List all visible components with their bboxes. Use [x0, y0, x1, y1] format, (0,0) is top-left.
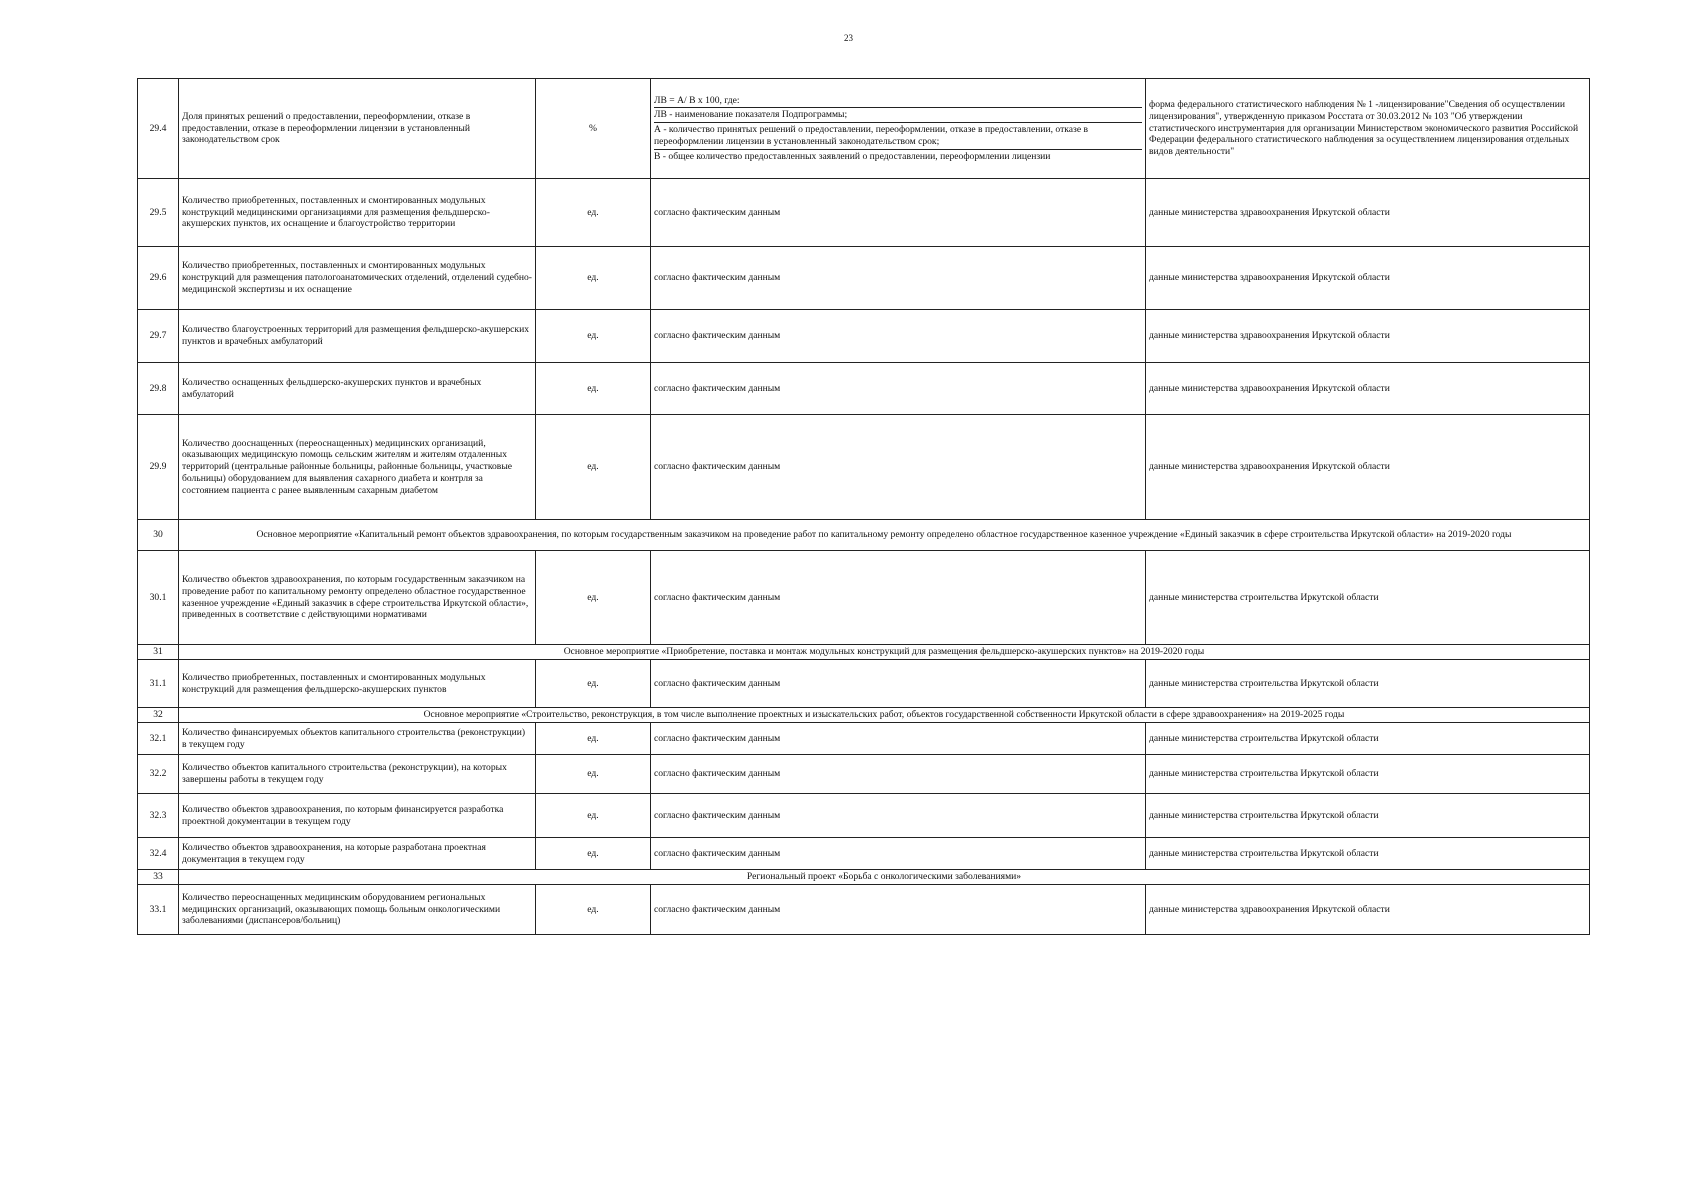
row-number: 33.1	[138, 885, 179, 935]
page-number: 23	[844, 33, 853, 43]
table-row	[138, 794, 1590, 838]
row-number: 29.5	[138, 179, 179, 247]
data-source: данные министерства здравоохранения Иркутской области	[1146, 885, 1590, 935]
table-row	[138, 310, 1590, 363]
calculation-method: согласно фактическим данным	[651, 179, 1146, 247]
row-number: 32.4	[138, 838, 179, 870]
table-row	[138, 885, 1590, 935]
data-source: данные министерства здравоохранения Иркутской области	[1146, 415, 1590, 520]
table-row	[138, 723, 1590, 755]
indicator-name: Количество финансируемых объектов капитального строительства (реконструкции) в текущем году	[179, 723, 536, 755]
data-source: данные министерства строительства Иркутской области	[1146, 755, 1590, 794]
calculation-method: согласно фактическим данным	[651, 310, 1146, 363]
data-source: данные министерства строительства Иркутской области	[1146, 723, 1590, 755]
unit: ед.	[536, 310, 651, 363]
unit: ед.	[536, 660, 651, 708]
unit: %	[536, 79, 651, 179]
unit: ед.	[536, 755, 651, 794]
calculation-method: согласно фактическим данным	[651, 551, 1146, 645]
indicator-name: Количество приобретенных, поставленных и смонтированных модульных конструкций для размещения фельдшерско-акушерских пунктов	[179, 660, 536, 708]
unit: ед.	[536, 363, 651, 415]
indicators-table	[137, 78, 1590, 935]
indicator-name: Количество объектов капитального строительства (реконструкции), на которых завершены работы в текущем году	[179, 755, 536, 794]
row-number: 29.9	[138, 415, 179, 520]
indicator-name: Доля принятых решений о предоставлении, переоформлении, отказе в предоставлении, отказе в переоформлении лицензии в установленный законодательством срок	[179, 79, 536, 179]
data-source: данные министерства здравоохранения Иркутской области	[1146, 247, 1590, 310]
data-source: данные министерства строительства Иркутской области	[1146, 660, 1590, 708]
section-row	[138, 708, 1590, 723]
unit: ед.	[536, 723, 651, 755]
table-row	[138, 415, 1590, 520]
section-row	[138, 870, 1590, 885]
unit: ед.	[536, 885, 651, 935]
table-row	[138, 363, 1590, 415]
indicator-name: Количество оснащенных фельдшерско-акушерских пунктов и врачебных амбулаторий	[179, 363, 536, 415]
row-number: 29.4	[138, 79, 179, 179]
section-row	[138, 645, 1590, 660]
table-row	[138, 660, 1590, 708]
calc-line: ЛВ - наименование показателя Подпрограммы;	[654, 108, 1142, 123]
section-title: Основное мероприятие «Приобретение, поставка и монтаж модульных конструкций для размещения фельдшерско-акушерских пунктов» на 2019-2020 годы	[179, 645, 1590, 660]
calculation-method: согласно фактическим данным	[651, 660, 1146, 708]
table-row	[138, 79, 1590, 179]
data-source: данные министерства здравоохранения Иркутской области	[1146, 179, 1590, 247]
indicator-name: Количество приобретенных, поставленных и смонтированных модульных конструкций для размещения патологоанатомических отделений, отделений судебно-медицинской экспертизы и их оснащение	[179, 247, 536, 310]
indicator-name: Количество дооснащенных (переоснащенных) медицинских организаций, оказывающих медицинскую помощь сельским жителям и жителям отдаленных территорий (центральные районные больницы, районные больницы, участковые больницы) оборудованием для выявления сахарного диабета и контрля за состоянием пациента с ранее выявленным сахарным диабетом	[179, 415, 536, 520]
table-row	[138, 247, 1590, 310]
calc-line: ЛВ = А/ В х 100, где:	[654, 94, 1142, 109]
row-number: 32	[138, 708, 179, 723]
unit: ед.	[536, 179, 651, 247]
unit: ед.	[536, 551, 651, 645]
row-number: 30.1	[138, 551, 179, 645]
row-number: 30	[138, 520, 179, 551]
table-row	[138, 755, 1590, 794]
table-row	[138, 838, 1590, 870]
row-number: 32.3	[138, 794, 179, 838]
row-number: 31.1	[138, 660, 179, 708]
unit: ед.	[536, 794, 651, 838]
row-number: 31	[138, 645, 179, 660]
unit: ед.	[536, 247, 651, 310]
indicator-name: Количество приобретенных, поставленных и смонтированных модульных конструкций медицинскими организациями для размещения фельдшерско-акушерских пунктов, их оснащение и благоустройство территории	[179, 179, 536, 247]
calculation-method: согласно фактическим данным	[651, 415, 1146, 520]
unit: ед.	[536, 838, 651, 870]
calculation-method: согласно фактическим данным	[651, 885, 1146, 935]
calculation-method	[651, 79, 1146, 179]
calculation-method: согласно фактическим данным	[651, 247, 1146, 310]
row-number: 33	[138, 870, 179, 885]
data-source: данные министерства строительства Иркутской области	[1146, 838, 1590, 870]
table-row	[138, 179, 1590, 247]
data-source: данные министерства строительства Иркутской области	[1146, 551, 1590, 645]
row-number: 32.2	[138, 755, 179, 794]
calculation-method: согласно фактическим данным	[651, 838, 1146, 870]
data-source: данные министерства строительства Иркутской области	[1146, 794, 1590, 838]
data-source: данные министерства здравоохранения Иркутской области	[1146, 310, 1590, 363]
data-source: данные министерства здравоохранения Иркутской области	[1146, 363, 1590, 415]
indicator-name: Количество переоснащенных медицинским оборудованием региональных медицинских организаций, оказывающих помощь больным онкологическими заболеваниями (диспансеров/больниц)	[179, 885, 536, 935]
section-title: Основное мероприятие «Капитальный ремонт объектов здравоохранения, по которым государственным заказчиком на проведение работ по капитальному ремонту определено областное государственное казенное учреждение «Единый заказчик в сфере строительства Иркутской области» на 2019-2020 годы	[179, 520, 1590, 551]
calc-line: В - общее количество предоставленных заявлений о предоставлении, переоформлении лицензии	[654, 150, 1051, 162]
unit: ед.	[536, 415, 651, 520]
row-number: 32.1	[138, 723, 179, 755]
indicator-name: Количество объектов здравоохранения, на которые разработана проектная документация в текущем году	[179, 838, 536, 870]
calculation-method: согласно фактическим данным	[651, 794, 1146, 838]
row-number: 29.6	[138, 247, 179, 310]
table-row	[138, 551, 1590, 645]
calc-line: А - количество принятых решений о предоставлении, переоформлении, отказе в предоставлении, отказе в переоформлении лицензии в установленный законодательством срок;	[654, 123, 1142, 150]
section-row	[138, 520, 1590, 551]
indicator-name: Количество благоустроенных территорий для размещения фельдшерско-акушерских пунктов и врачебных амбулаторий	[179, 310, 536, 363]
row-number: 29.7	[138, 310, 179, 363]
calculation-method: согласно фактическим данным	[651, 363, 1146, 415]
indicator-name: Количество объектов здравоохранения, по которым финансируется разработка проектной документации в текущем году	[179, 794, 536, 838]
calculation-method: согласно фактическим данным	[651, 723, 1146, 755]
row-number: 29.8	[138, 363, 179, 415]
section-title: Региональный проект «Борьба с онкологическими заболеваниями»	[179, 870, 1590, 885]
data-source: форма федерального статистического наблюдения № 1 -лицензирование"Сведения об осуществлении лицензирования", утвержденную приказом Росстата от 30.03.2012 № 103 "Об утверждении статистического инструментария для организации Министерством экономического развития Российской Федерации федерального статистического наблюдения за осуществлением лицензирования отдельных видов деятельности"	[1146, 79, 1590, 179]
calculation-method: согласно фактическим данным	[651, 755, 1146, 794]
indicator-name: Количество объектов здравоохранения, по которым государственным заказчиком на проведение работ по капитальному ремонту определено областное государственное казенное учреждение «Единый заказчик в сфере строительства Иркутской области», приведенных в соответствие с действующими нормативами	[179, 551, 536, 645]
section-title: Основное мероприятие «Строительство, реконструкция, в том числе выполнение проектных и изыскательских работ, объектов государственной собственности Иркутской области в сфере здравоохранения» на 2019-2025 годы	[179, 708, 1590, 723]
